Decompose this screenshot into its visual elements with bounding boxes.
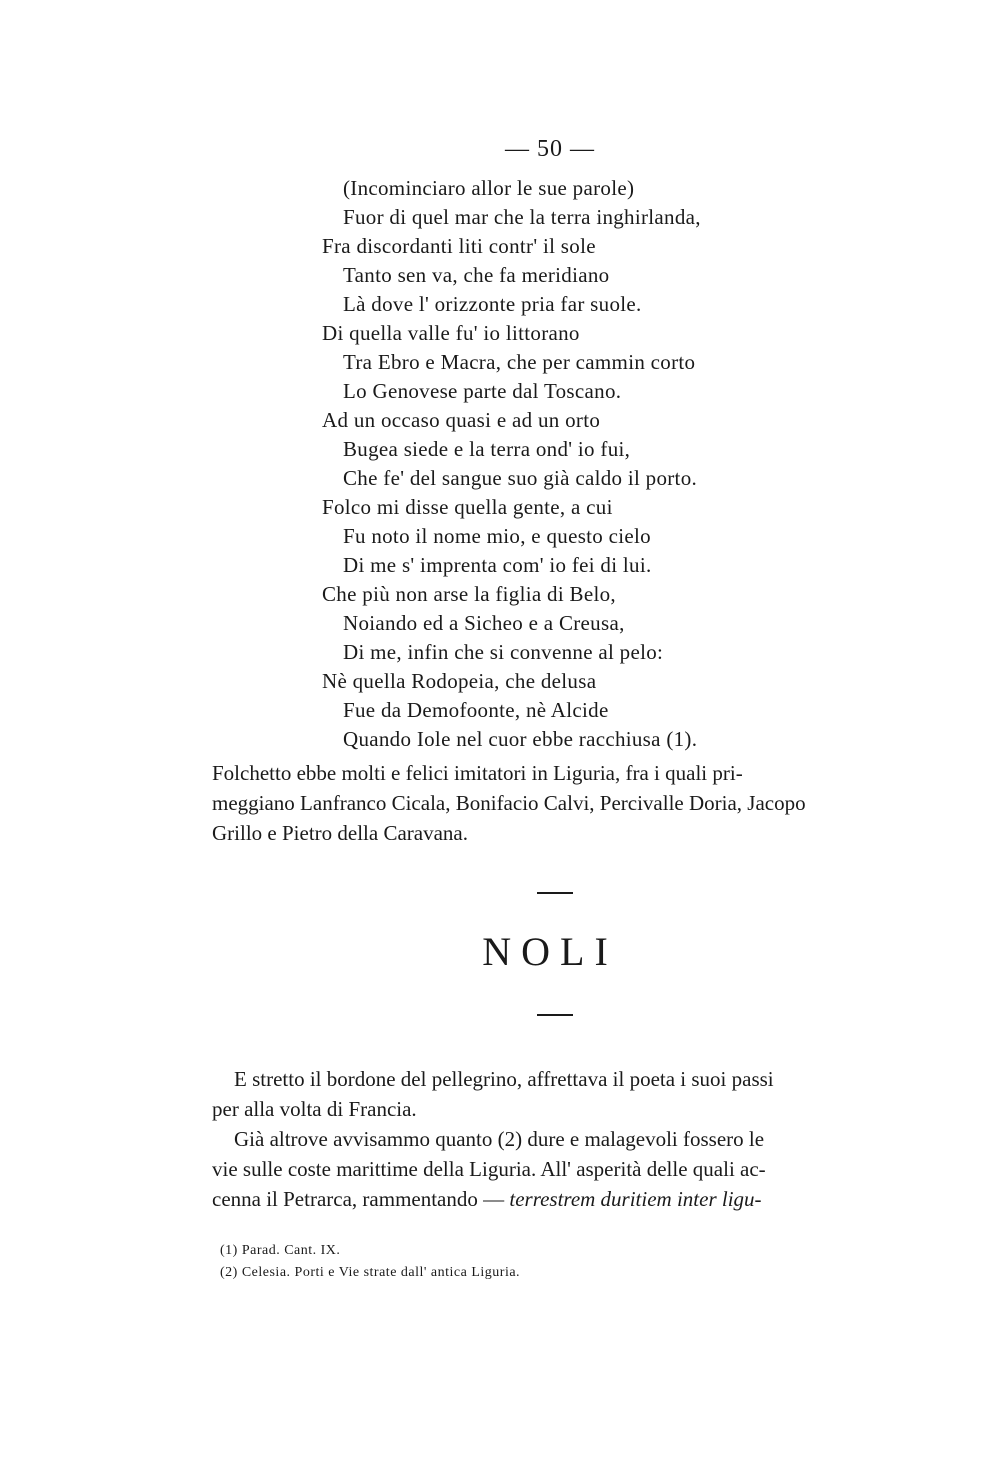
verse-line: (Incominciaro allor le sue parole) <box>343 176 635 200</box>
verse-line: Noiando ed a Sicheo e a Creusa, <box>343 611 625 635</box>
verse-line: Ad un occaso quasi e ad un orto <box>322 408 601 432</box>
verse-line: Di me, infin che si convenne al pelo: <box>343 640 664 664</box>
verse-line: Tanto sen va, che fa meridiano <box>343 263 610 287</box>
section-title: NOLI <box>482 929 618 974</box>
verse-line: Fue da Demofoonte, nè Alcide <box>343 698 609 722</box>
paragraph-line: Già altrove avvisammo quanto (2) dure e malagevoli fossero le <box>234 1127 765 1151</box>
paragraph-line: Grillo e Pietro della Caravana. <box>212 821 468 845</box>
latin-quote: terrestrem duritiem inter ligu- <box>509 1187 762 1211</box>
footnote: (2) Celesia. Porti e Vie strate dall' antica Liguria. <box>220 1265 521 1280</box>
verse-line: Fra discordanti liti contr' il sole <box>322 234 596 258</box>
footnotes <box>220 1240 520 1284</box>
paragraph-text: cenna il Petrarca, rammentando — <box>212 1187 510 1211</box>
verse-line: Di quella valle fu' io littorano <box>322 321 580 345</box>
paragraph-line: per alla volta di Francia. <box>212 1097 417 1121</box>
verse-line: Là dove l' orizzonte pria far suole. <box>343 292 642 316</box>
verse-line: Folco mi disse quella gente, a cui <box>322 495 613 519</box>
verse-line: Lo Genovese parte dal Toscano. <box>343 379 622 403</box>
verse-line: Fu noto il nome mio, e questo cielo <box>343 524 651 548</box>
paragraph-line: E stretto il bordone del pellegrino, affrettava il poeta i suoi passi <box>234 1067 774 1091</box>
verse-line: Che più non arse la figlia di Belo, <box>322 582 616 606</box>
paragraph-line-last <box>212 1184 897 1214</box>
page-number: — 50 — <box>505 136 595 162</box>
paragraph-line: meggiano Lanfranco Cicala, Bonifacio Calvi, Percivalle Doria, Jacopo <box>212 791 806 815</box>
paragraph-line: vie sulle coste marittime della Liguria. All' asperità delle quali ac- <box>212 1157 766 1181</box>
verse-line: Di me s' imprenta com' io fei di lui. <box>343 553 652 577</box>
verse-line: Nè quella Rodopeia, che delusa <box>322 669 597 693</box>
verse-line: Bugea siede e la terra ond' io fui, <box>343 437 631 461</box>
verse-line: Quando Iole nel cuor ebbe racchiusa (1). <box>343 727 698 751</box>
verse-line: Che fe' del sangue suo già caldo il porto. <box>343 466 698 490</box>
paragraph-imitators <box>212 758 897 848</box>
verse-line: Fuor di quel mar che la terra inghirlanda, <box>343 205 701 229</box>
paragraph-line: Folchetto ebbe molti e felici imitatori in Liguria, fra i quali pri- <box>212 761 743 785</box>
section-rule-top <box>537 892 573 894</box>
verse-line: Tra Ebro e Macra, che per cammin corto <box>343 350 696 374</box>
footnote: (1) Parad. Cant. IX. <box>220 1243 341 1258</box>
paragraph-pilgrim <box>212 1064 897 1124</box>
paragraph-roads <box>212 1124 897 1214</box>
section-rule-bottom <box>537 1014 573 1016</box>
